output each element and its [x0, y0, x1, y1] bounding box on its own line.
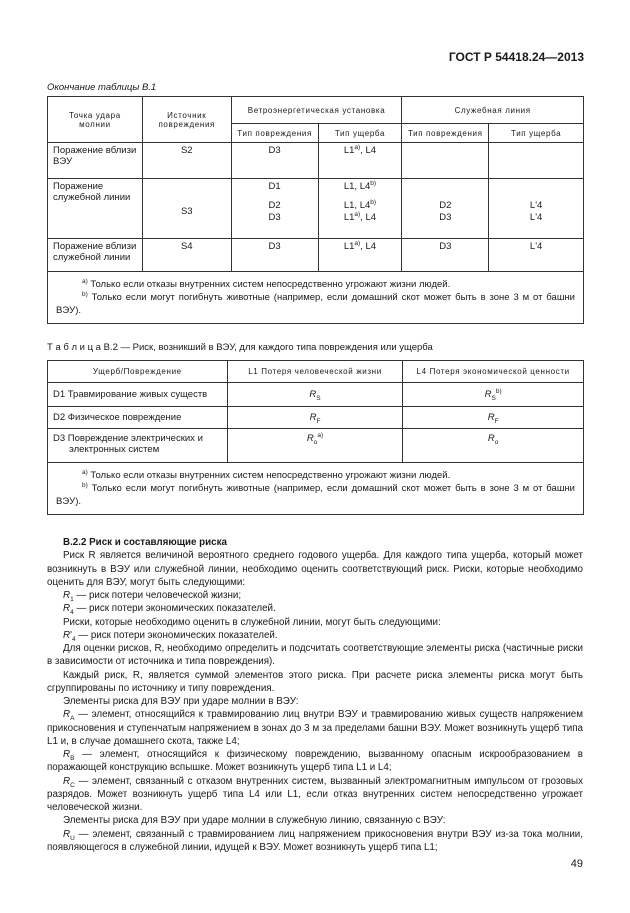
cell-l1: $R_F$ — [227, 407, 403, 429]
risk-ru: $R_U$ — элемент, связанный с травмированием лиц напряжением прикосновения внутри ВЭУ из-за тока молнии, появляющегося в служебной линии, идущей к ВЭУ. Может возникнуть ущерб типа L1; — [47, 828, 583, 853]
cell-line-loss — [489, 143, 584, 179]
paragraph: Элементы риска для ВЭУ при ударе молнии в ВЭУ: — [63, 696, 299, 707]
table-row — [48, 239, 584, 272]
paragraph: Для оценки рисков, R, необходимо определить и подсчитать соответствующие элементы риска (частичные риски в зависимости от источника и типа повреждения). — [47, 643, 583, 668]
cell-l4: $R_F$ — [403, 407, 584, 429]
table-row — [48, 407, 584, 429]
cell-l1: $R_o^{a)}$ — [227, 429, 403, 463]
table1-footnotes: $^{a)}$ Только если отказы внутренних систем непосредственно угрожают жизни людей. $^{b)}$ Только если могут погибнуть животные (например, если домашний скот может быть в зоне 3 м от башни ВЭУ). — [48, 272, 584, 324]
page-number: 49 — [570, 858, 583, 870]
cell-l1: $R_S$ — [227, 383, 403, 407]
cell-label: D3 Повреждение электрических и электронных систем — [48, 429, 228, 463]
cell-loss: L1, L4$^{b)}$ L1, L4$^{b)}$ L1$^{a)}$, L4 — [318, 179, 402, 239]
paragraph: Элементы риска для ВЭУ при ударе молнии в служебную линию, связанную с ВЭУ: — [63, 815, 446, 827]
cell-line-damage — [402, 143, 489, 179]
cell-damage: D3 — [231, 143, 318, 179]
section-title: В.2.2 Риск и составляющие риска — [63, 537, 227, 548]
cell-l4: $R_S^{b)}$ — [403, 383, 584, 407]
cell-label: D2 Физическое повреждение — [48, 407, 228, 429]
cell-line-loss: L'4 — [489, 239, 584, 272]
col-damage-type-line: Тип повреждения — [402, 124, 489, 143]
table-row — [48, 383, 584, 407]
col-source: Источник повреждения — [142, 97, 231, 143]
cell-loss: L1$^{a)}$, L4 — [318, 143, 402, 179]
cell-point: Поражение вблизи ВЭУ — [48, 143, 143, 179]
col-damage-loss: Ущерб/Повреждение — [48, 361, 228, 383]
col-loss-type: Тип ущерба — [318, 124, 402, 143]
cell-source: S2 — [142, 143, 231, 179]
table1-caption: Окончание таблицы В.1 — [47, 82, 157, 93]
body-text — [47, 536, 583, 854]
cell-point: Поражение служебной линии — [48, 179, 143, 239]
col-l4: L4 Потеря экономической ценности — [403, 361, 584, 383]
cell-source: S4 — [142, 239, 231, 272]
cell-damage: D3 — [231, 239, 318, 272]
risk-r4-prime: $R'_4$ — риск потери экономических показателей. — [63, 629, 278, 643]
col-group-line: Служебная линия — [402, 97, 584, 124]
col-group-wind: Ветроэнергетическая установка — [231, 97, 402, 124]
cell-point: Поражение вблизи служебной линии — [48, 239, 143, 272]
col-l1: L1 Потеря человеческой жизни — [227, 361, 403, 383]
cell-loss: L1$^{a)}$, L4 — [318, 239, 402, 272]
table-row — [48, 143, 584, 179]
col-point: Точка удара молнии — [48, 97, 143, 143]
risk-r4: $R_4$ — риск потери экономических показателей. — [63, 603, 276, 617]
table-b1-end — [47, 96, 584, 324]
cell-damage: D1 D2 D3 — [231, 179, 318, 239]
cell-l4: $R_o$ — [403, 429, 584, 463]
table2-caption: Т а б л и ц а В.2 — Риск, возникший в ВЭУ, для каждого типа повреждения или ущерба — [47, 342, 433, 353]
risk-ra: $R_A$ — элемент, относящийся к травмированию лиц внутри ВЭУ и травмированию живых существ напряжением прикосновения и ступенчатым напряжением в зонах до 3 м за пределами башни ВЭУ. Может возникнуть ущерб типа L1 и, в случае домашнего скота, также L4; — [47, 709, 583, 747]
table-row — [48, 179, 584, 239]
cell-line-damage: D3 — [402, 239, 489, 272]
paragraph: Риск R является величиной вероятного среднего годового ущерба. Для каждого типа ущерба, который может возникнуть в ВЭУ или служебной линии, необходимо оценить соответствующий риск. Риски, которые необходимо оценить для ВЭУ, могут быть следующими: — [47, 550, 583, 588]
paragraph: Риски, которые необходимо оценить в служебной линии, могут быть следующими: — [63, 616, 441, 628]
col-damage-type: Тип повреждения — [231, 124, 318, 143]
cell-line-damage: D2 D3 — [402, 179, 489, 239]
risk-rb: $R_B$ — элемент, относящийся к физическому повреждению, вызванному опасным искрообразованием в поражающей конструкцию вспышке. Может возникнуть ущерб типа L1 и L4; — [47, 749, 583, 774]
col-loss-type-line: Тип ущерба — [489, 124, 584, 143]
cell-line-loss: L'4 L'4 — [489, 179, 584, 239]
paragraph: Каждый риск, R, является суммой элементов этого риска. При расчете риска элементы риска могут быть сгруппированы по источнику и типу повреждения. — [47, 669, 583, 694]
table2-footnotes: $^{a)}$ Только если отказы внутренних систем непосредственно угрожают жизни людей. $^{b)}$ Только если могут погибнуть животные (например, если домашний скот может быть в зоне 3 м от башни ВЭУ). — [48, 463, 584, 515]
risk-r1: $R_1$ — риск потери человеческой жизни; — [63, 590, 242, 603]
table-b2 — [47, 360, 584, 515]
cell-source: S3 — [142, 179, 231, 239]
table-row — [48, 429, 584, 463]
cell-label: D1 Травмирование живых существ — [48, 383, 228, 407]
risk-rc: $R_C$ — элемент, связанный с отказом внутренних систем, вызванный электромагнитным импульсом от грозовых разрядов. Может возникнуть ущерб типа L4 или L1, если отказ внутренних систем непосредственно угрожает человеческой жизни. — [47, 775, 583, 813]
document-id: ГОСТ Р 54418.24—2013 — [448, 50, 584, 64]
